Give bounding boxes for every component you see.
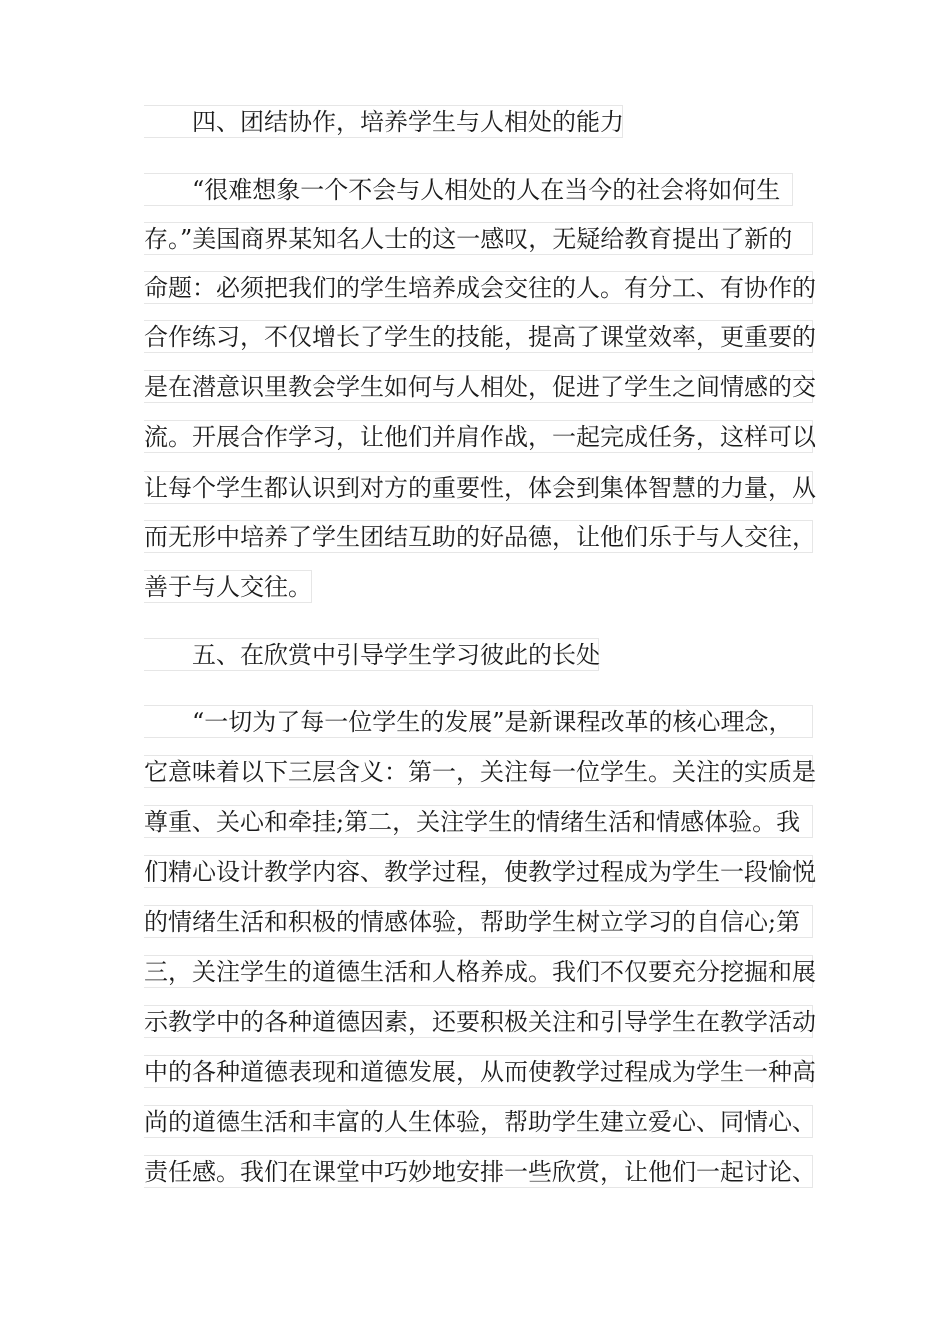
paragraph-line: “一切为了每一位学生的发展”是新课程改革的核心理念，	[144, 705, 813, 738]
paragraph-line: 尚的道德生活和丰富的人生体验，帮助学生建立爱心、同情心、	[144, 1105, 813, 1138]
paragraph-line: 尊重、关心和牵挂;第二，关注学生的情绪生活和情感体验。我	[144, 805, 813, 838]
paragraph-line: 们精心设计教学内容、教学过程，使教学过程成为学生一段愉悦	[144, 855, 813, 888]
paragraph-line: 三，关注学生的道德生活和人格养成。我们不仅要充分挖掘和展	[144, 955, 813, 988]
paragraph-line: 合作练习，不仅增长了学生的技能，提高了课堂效率，更重要的	[144, 320, 813, 353]
paragraph-line: 命题：必须把我们的学生培养成会交往的人。有分工、有协作的	[144, 271, 813, 304]
paragraph-line: 让每个学生都认识到对方的重要性，体会到集体智慧的力量，从	[144, 471, 813, 504]
paragraph-line: 示教学中的各种道德因素，还要积极关注和引导学生在教学活动	[144, 1005, 813, 1038]
section-5-heading: 五、在欣赏中引导学生学习彼此的长处	[144, 638, 599, 671]
paragraph-line: 而无形中培养了学生团结互助的好品德，让他们乐于与人交往，	[144, 520, 813, 553]
paragraph-line: “很难想象一个不会与人相处的人在当今的社会将如何生	[144, 173, 793, 206]
paragraph-line: 中的各种道德表现和道德发展，从而使教学过程成为学生一种高	[144, 1055, 813, 1088]
paragraph-line: 存。”美国商界某知名人士的这一感叹，无疑给教育提出了新的	[144, 222, 813, 255]
section-4-heading: 四、团结协作，培养学生与人相处的能力	[144, 105, 623, 138]
paragraph-line: 责任感。我们在课堂中巧妙地安排一些欣赏，让他们一起讨论、	[144, 1155, 813, 1188]
paragraph-line: 流。开展合作学习，让他们并肩作战，一起完成任务，这样可以	[144, 420, 813, 453]
paragraph-line: 的情绪生活和积极的情感体验，帮助学生树立学习的自信心;第	[144, 905, 813, 938]
paragraph-line: 是在潜意识里教会学生如何与人相处，促进了学生之间情感的交	[144, 370, 813, 403]
paragraph-line: 它意味着以下三层含义：第一，关注每一位学生。关注的实质是	[144, 755, 813, 788]
paragraph-line: 善于与人交往。	[144, 570, 312, 603]
